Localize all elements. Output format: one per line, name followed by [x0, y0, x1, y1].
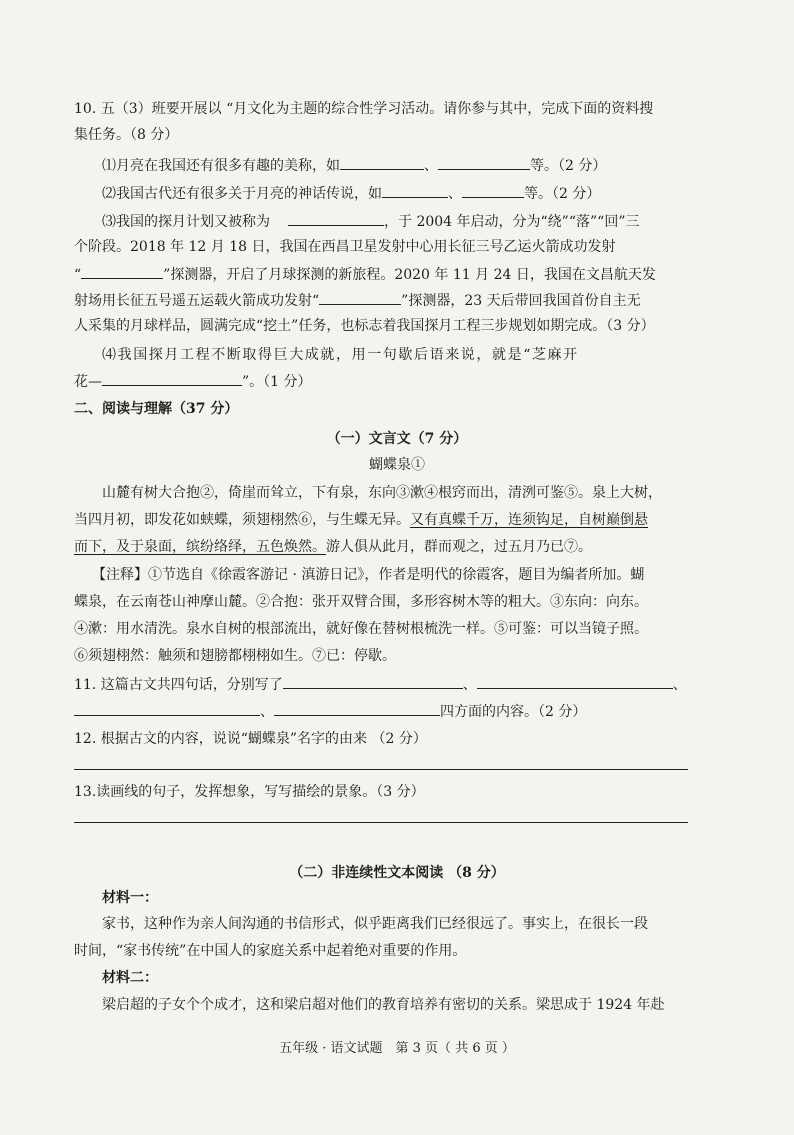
q10-sub1: ⑴月亮在我国还有很多有趣的美称，如 、 等。（2 分） [102, 154, 734, 177]
q10-sub1-blank2[interactable] [438, 154, 530, 170]
q10-sub2: ⑵我国古代还有很多关于月亮的神话传说，如 、 等。（2 分） [102, 182, 734, 205]
material-2-line1: 梁启超的子女个个成才，这和梁启超对他们的教育培养有密切的关系。梁思成于 1924 年赴 [102, 997, 665, 1013]
q10-stem-line2: 集任务。（8 分） [74, 127, 179, 143]
material-1-line1: 家书，这种作为亲人间沟通的书信形式，似乎距离我们已经很远了。事实上，在很长一段 [102, 916, 648, 932]
wenyanwen-heading: （一）文言文（7 分） [326, 431, 468, 447]
q11-blank2[interactable] [477, 673, 673, 689]
notes-line1: 【注释】①节选自《徐霞客游记 · 滇游日记》，作者是明代的徐霞客，题目为编者所加。蝴 [92, 567, 645, 583]
notes-line3: ④漱：用水清洗。泉水自树的根部流出，就好像在替树根梳洗一样。⑤可鉴：可以当镜子照。 [74, 621, 648, 637]
q11-blank3[interactable] [74, 700, 260, 716]
q10-sub3-line4: 射场用长征五号遥五运载火箭成功发射“ ”探测器，23 天后带回我国首份自主无 [74, 289, 734, 312]
q13-prompt: 13.读画线的句子，发挥想象，写写描绘的景象。（3 分） [74, 784, 425, 800]
section-2-heading: 二、阅读与理解（37 分） [74, 401, 239, 417]
nonlinear-text-heading: （二）非连续性文本阅读 （8 分） [289, 865, 505, 881]
q10-sub4-line1: ⑷我国探月工程不断取得巨大成就，用一句歇后语来说，就是“芝麻开 [102, 347, 579, 363]
q10-sub3-line1: ⑶我国的探月计划又被称为 ，于 2004 年启动，分为“绕”“落”“回”三 [102, 210, 734, 233]
q11-blank1[interactable] [283, 673, 463, 689]
passage-line2: 当四月初，即发花如蛱蝶，须翅栩然⑥，与生蝶无异。又有真蝶千万，连须钩足，自树巅倒悬 [74, 512, 648, 528]
q10-sub3-line2: 个阶段。2018 年 12 月 18 日，我国在西昌卫星发射中心用长征三号乙运火箭成功发射 [74, 239, 616, 255]
q11-line2: 、 四方面的内容。（2 分） [74, 700, 734, 723]
material-1-label: 材料一： [102, 890, 158, 906]
q12-answer-line[interactable] [74, 769, 688, 770]
underlined-sentence-part2: 而下，及于泉面，缤纷络绎，五色焕然。 [74, 539, 326, 555]
underlined-sentence-part1: 又有真蝶千万，连须钩足，自树巅倒悬 [410, 512, 648, 528]
q11-blank4[interactable] [274, 700, 440, 716]
q11-line1: 11. 这篇古文共四句话，分别写了 、 、 [74, 673, 734, 696]
passage-line3: 而下，及于泉面，缤纷络绎，五色焕然。游人俱从此月，群而观之，过五月乃已⑦。 [74, 539, 592, 555]
passage-line1: 山麓有树大合抱②，倚崖而耸立，下有泉，东向③漱④根窍而出，清洌可鉴⑤。泉上大树， [102, 485, 662, 501]
q10-sub4-line2: 花— ”。（1 分） [74, 370, 734, 393]
notes-line2: 蝶泉，在云南苍山神摩山麓。②合抱：张开双臂合围，多形容树木等的粗大。③东向：向东。 [74, 594, 648, 610]
q10-stem-line1: 10. 五（3）班要开展以 “月文化为主题的综合性学习活动。请你参与其中，完成下面的资料搜 [74, 101, 654, 117]
q13-answer-line[interactable] [74, 822, 688, 823]
page-footer: 五年级 · 语文试题 第 3 页（ 共 6 页 ） [279, 1041, 515, 1056]
q10-sub3-blank1[interactable] [288, 210, 384, 226]
notes-line4: ⑥须翅栩然：触须和翅膀都栩栩如生。⑦已：停歇。 [74, 648, 396, 664]
wenyanwen-title: 蝴蝶泉① [369, 457, 425, 473]
material-2-label: 材料二： [102, 970, 158, 986]
q12-prompt: 12. 根据古文的内容，说说“蝴蝶泉”名字的由来 （2 分） [74, 731, 427, 747]
q10-sub4-blank[interactable] [102, 370, 242, 386]
q10-sub3-blank2[interactable] [81, 263, 163, 279]
q10-sub2-blank2[interactable] [462, 182, 524, 198]
material-1-line2: 时间，“家书传统”在中国人的家庭关系中起着绝对重要的作用。 [74, 943, 467, 959]
q10-sub3-line5: 人采集的月球样品，圆满完成“挖土”任务，也标志着我国探月工程三步规划如期完成。（3 分） [74, 318, 655, 334]
q10-sub3-line3: “ ”探测器，开启了月球探测的新旅程。2020 年 11 月 24 日，我国在文昌航天发 [74, 263, 734, 286]
q10-sub2-blank1[interactable] [382, 182, 448, 198]
q10-sub1-blank1[interactable] [340, 154, 424, 170]
q10-sub3-blank3[interactable] [319, 289, 401, 305]
